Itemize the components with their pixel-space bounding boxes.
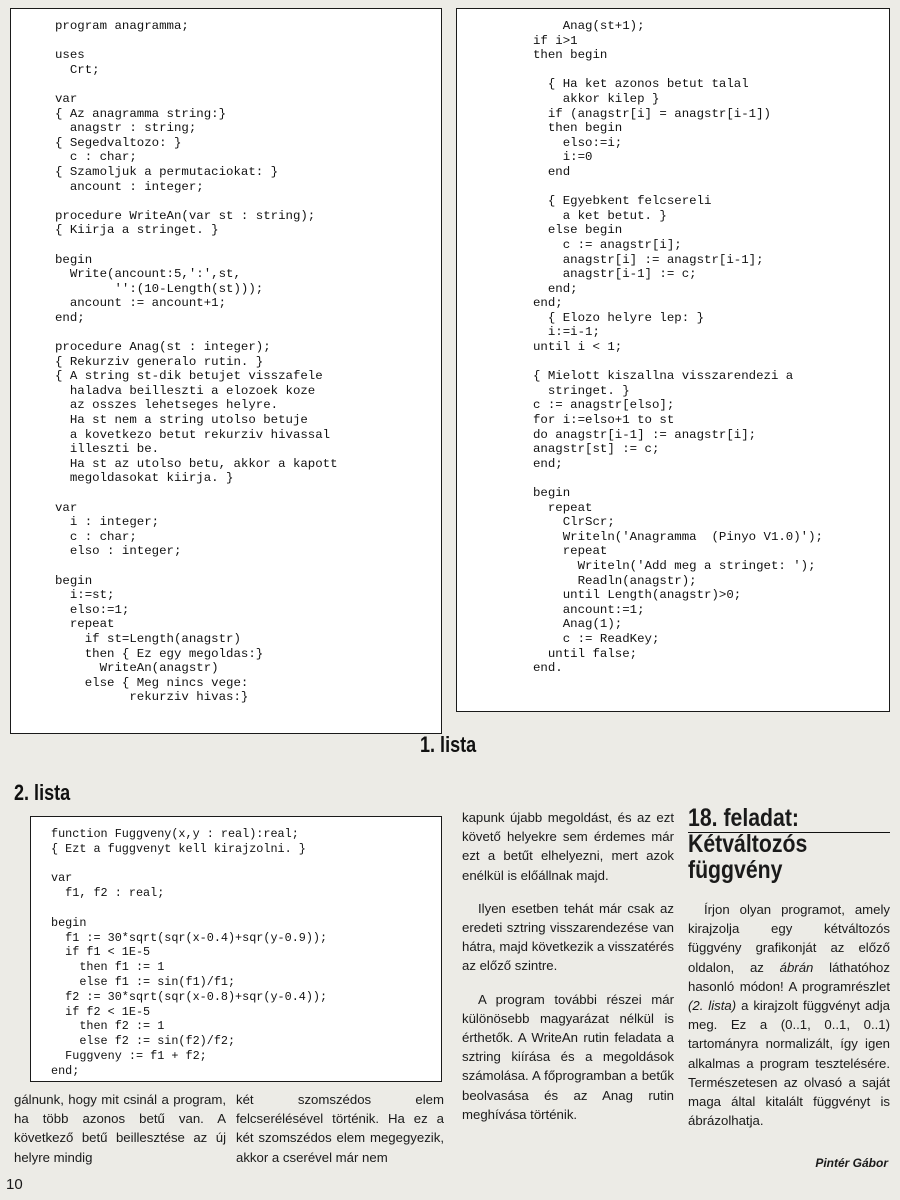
emphasis: ábrán — [779, 959, 814, 975]
code-text: function Fuggveny(x,y : real):real; { Ezt a fuggvenyt kell kirajzolni. } var f1, f2 : real; begin f1 := 30*sqrt(sqr(x-0.4)+sqr(y-0.9)); if f1 < 1E-5 then f1 := 1 else f1 := sin(f1)/f1; f2 := 30*sqrt(sqr(x-0.8)+sqr(y-0.4)); if f2 < 1E-5 then f2 := 1 else f2 := sin(f2)/f2; Fuggveny := f1 + f2; end; — [51, 827, 328, 1078]
paragraph: kapunk újabb megoldást, és az ezt követő helyekre sem érdemes már ezt a betűt elhelyezni, mert azok enélkül is előállnak majd. — [462, 810, 674, 883]
text-run: láthatóhoz hasonló módon! A programrészlet — [688, 959, 890, 994]
article-column-left-a — [14, 1090, 226, 1181]
article-column-middle — [462, 808, 674, 1138]
author-name: Pintér Gábor — [815, 1156, 888, 1170]
task-heading-line: függvény — [688, 856, 783, 884]
task-description — [688, 900, 890, 1144]
code-text: program anagramma; uses Crt; var { Az anagramma string:} anagstr : string; { Segedvaltozo: } c : char; { Szamoljuk a permutaciokat: } ancount : integer; procedure WriteAn(var st : string); { Kiirja a stringet. } begin Write(ancount:5,':',st, '':(10-Length(st))); ancount := ancount+1; end; procedure Anag(st : integer); { Rekurziv generalo rutin. } { A string st-dik betujet visszafele haladva beilleszti a elozoek koze az osszes lehetseges helyre. Ha st nem a string utolso betuje a kovetkezo betut rekurziv hivassal illeszti be. Ha st az utolso betu, akkor a kapott megoldasokat kiirja. } var i : integer; c : char; elso : integer; begin i:=st; elso:=1; repeat if st=Length(anagstr) then { Ez egy megoldas:} WriteAn(anagstr) else { Meg nincs vege: rekurziv hivas:} — [55, 19, 338, 705]
heading-rule — [688, 832, 890, 833]
code-text: Anag(st+1); if i>1 then begin { Ha ket azonos betut talal akkor kilep } if (anagstr[i] = anagstr[i-1]) then begin elso:=i; i:=0 end { Egyebkent felcsereli a ket betut. } else begin c := anagstr[i]; anagstr[i] := anagstr[i-1]; anagstr[i-1] := c; end; end; { Elozo helyre lep: } i:=i-1; until i < 1; { Mielott kiszallna visszarendezi a stringet. } c := anagstr[elso]; for i:=elso+1 to st do anagstr[i-1] := anagstr[i]; anagstr[st] := c; end; begin repeat ClrScr; Writeln('Anagramma (Pinyo V1.0)'); repeat Writeln('Add meg a stringet: '); Readln(anagstr); until Length(anagstr)>0; ancount:=1; Anag(1); c := ReadKey; until false; end. — [533, 19, 823, 676]
page-number: 10 — [6, 1176, 23, 1193]
task-heading-line: 18. feladat: — [688, 804, 800, 832]
text-run: a kirajzolt függvényt adja meg. Ez a (0..1, 0..1, 0..1) tartományra normalizált, így igen alkalmas a program tesztelésére. Természetesen az olvasó a saját maga által kitalált függvényt is ábrázolhatja. — [688, 998, 890, 1129]
paragraph — [688, 900, 890, 1130]
listing-1-caption: 1. lista — [420, 732, 477, 757]
emphasis: (2. lista) — [688, 998, 737, 1014]
listing-2-caption: 2. lista — [14, 780, 71, 805]
code-listing-1-part-1 — [10, 8, 442, 734]
text-run: Írjon olyan programot, amely kirajzolja egy kétváltozós függvény grafikonját az előző oldalon, az — [688, 902, 890, 975]
code-listing-1-part-2 — [456, 8, 890, 712]
paragraph: A program további részei már különösebb magyarázat nélkül is érthetők. A WriteAn rutin feladata a sztring kiírása és a megoldások számolása. A főprogramban a betűk beolvasása és az Anag rutin meghívása történik. — [462, 991, 674, 1122]
paragraph: két szomszédos elem felcserélésével történik. Ha ez a két szomszédos elem megegyezik, akkor a cserével már nem — [236, 1092, 444, 1165]
paragraph: gálnunk, hogy mit csinál a program, ha több azonos betű van. A következő betű beillesztése az új helyre mindig — [14, 1092, 226, 1165]
article-column-left-b — [236, 1090, 444, 1181]
code-listing-2 — [30, 816, 442, 1082]
task-heading — [688, 805, 860, 883]
paragraph: Ilyen esetben tehát már csak az eredeti sztring visszarendezése van hátra, majd következik a visszatérés az előző szintre. — [462, 900, 674, 974]
task-heading-line: Kétváltozós — [688, 830, 808, 858]
